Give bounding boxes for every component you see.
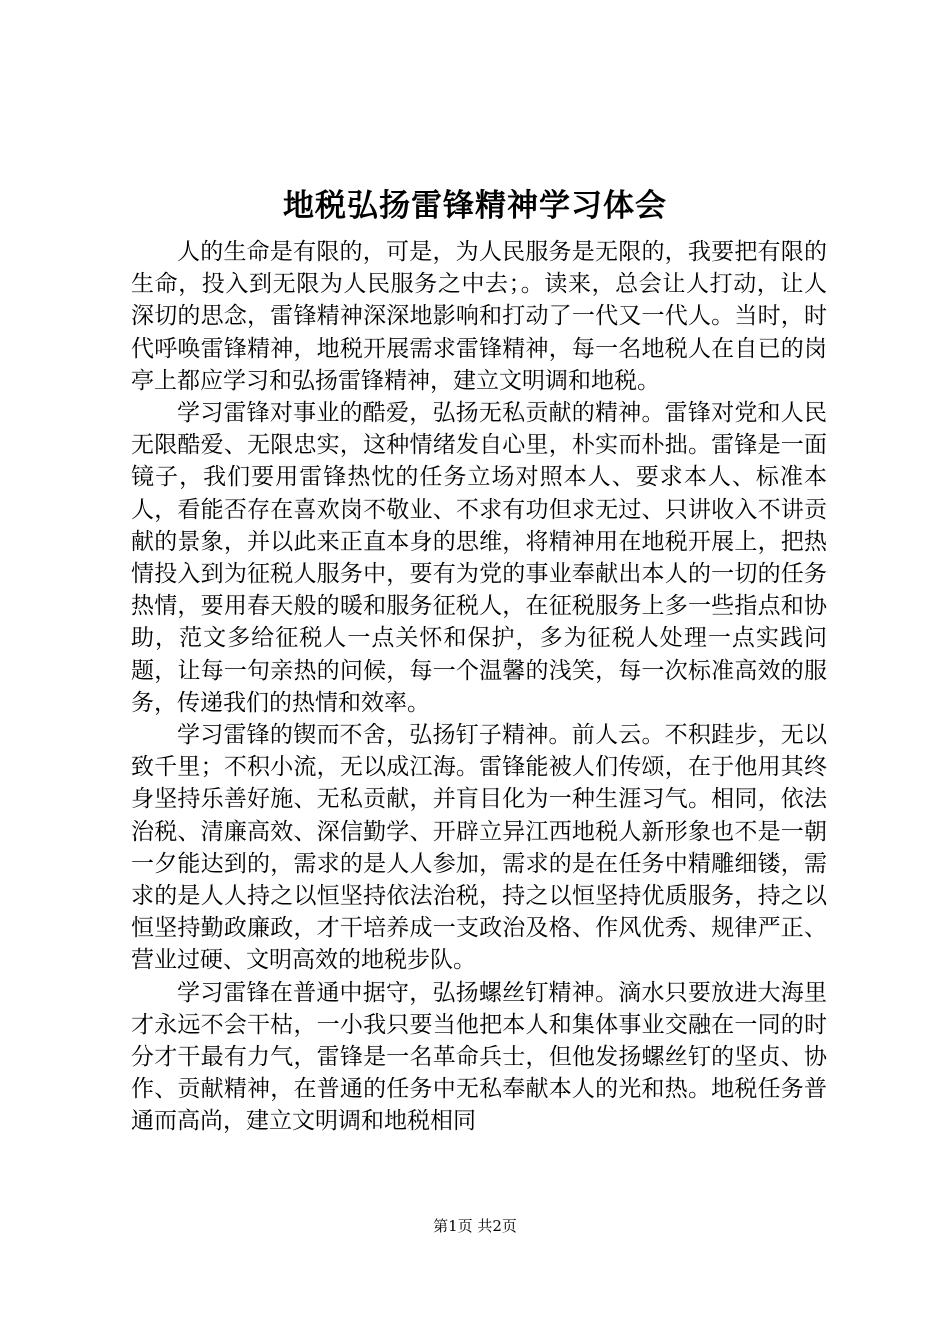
paragraph: 学习雷锋对事业的酷爱，弘扬无私贡献的精神。雷锋对党和人民无限酷爱、无限忠实，这种情绪发自心里，朴实而朴拙。雷锋是一面镜子，我们要用雷锋热忱的任务立场对照本人、要求本人、标准本人，看能否存在喜欢岗不敬业、不求有功但求无过、只讲收入不讲贡献的景象，并以此来正直本身的思维，将精神用在地税开展上，把热情投入到为征税人服务中，要有为党的事业奉献出本人的一切的任务热情，要用春天般的暖和服务征税人，在征税服务上多一些指点和协助，范文多给征税人一点关怀和保护，多为征税人处理一点实践问题，让每一句亲热的问候，每一个温馨的浅笑，每一次标准高效的服务，传递我们的热情和效率。	[131, 400, 827, 716]
paragraph: 学习雷锋的锲而不舍，弘扬钉子精神。前人云。不积跬步，无以致千里；不积小流，无以成江海。雷锋能被人们传颂，在于他用其终身坚持乐善好施、无私贡献，并肓目化为一种生涯习气。相同，依法治税、清廉高效、深信勤学、开辟立异江西地税人新形象也不是一朝一夕能达到的，需求的是人人参加，需求的是在任务中精雕细镂，需求的是人人持之以恒坚持依法治税，持之以恒坚持优质服务，持之以恒坚持勤政廉政，才干培养成一支政治及格、作风优秀、规律严正、营业过硬、文明高效的地税步队。	[131, 722, 827, 974]
document-body	[131, 236, 827, 1138]
paragraph: 学习雷锋在普通中据守，弘扬螺丝钉精神。滴水只要放进大海里才永远不会干枯，一小我只要当他把本人和集体事业交融在一同的时分才干最有力气，雷锋是一名革命兵士，但他发扬螺丝钉的坚贞、协作、贡献精神，在普通的任务中无私奉献本人的光和热。地税任务普通而高尚，建立文明调和地税相同	[131, 979, 827, 1135]
document-title: 地税弘扬雷锋精神学习体会	[283, 188, 667, 224]
paragraph: 人的生命是有限的，可是，为人民服务是无限的，我要把有限的生命，投入到无限为人民服务之中去；。读来，总会让人打动，让人深切的思念，雷锋精神深深地影响和打动了一代又一代人。当时，时代呼唤雷锋精神，地税开展需求雷锋精神，每一名地税人在自已的岗亭上都应学习和弘扬雷锋精神，建立文明调和地税。	[131, 239, 827, 394]
page-number-footer: 第1页 共2页	[433, 1217, 517, 1235]
